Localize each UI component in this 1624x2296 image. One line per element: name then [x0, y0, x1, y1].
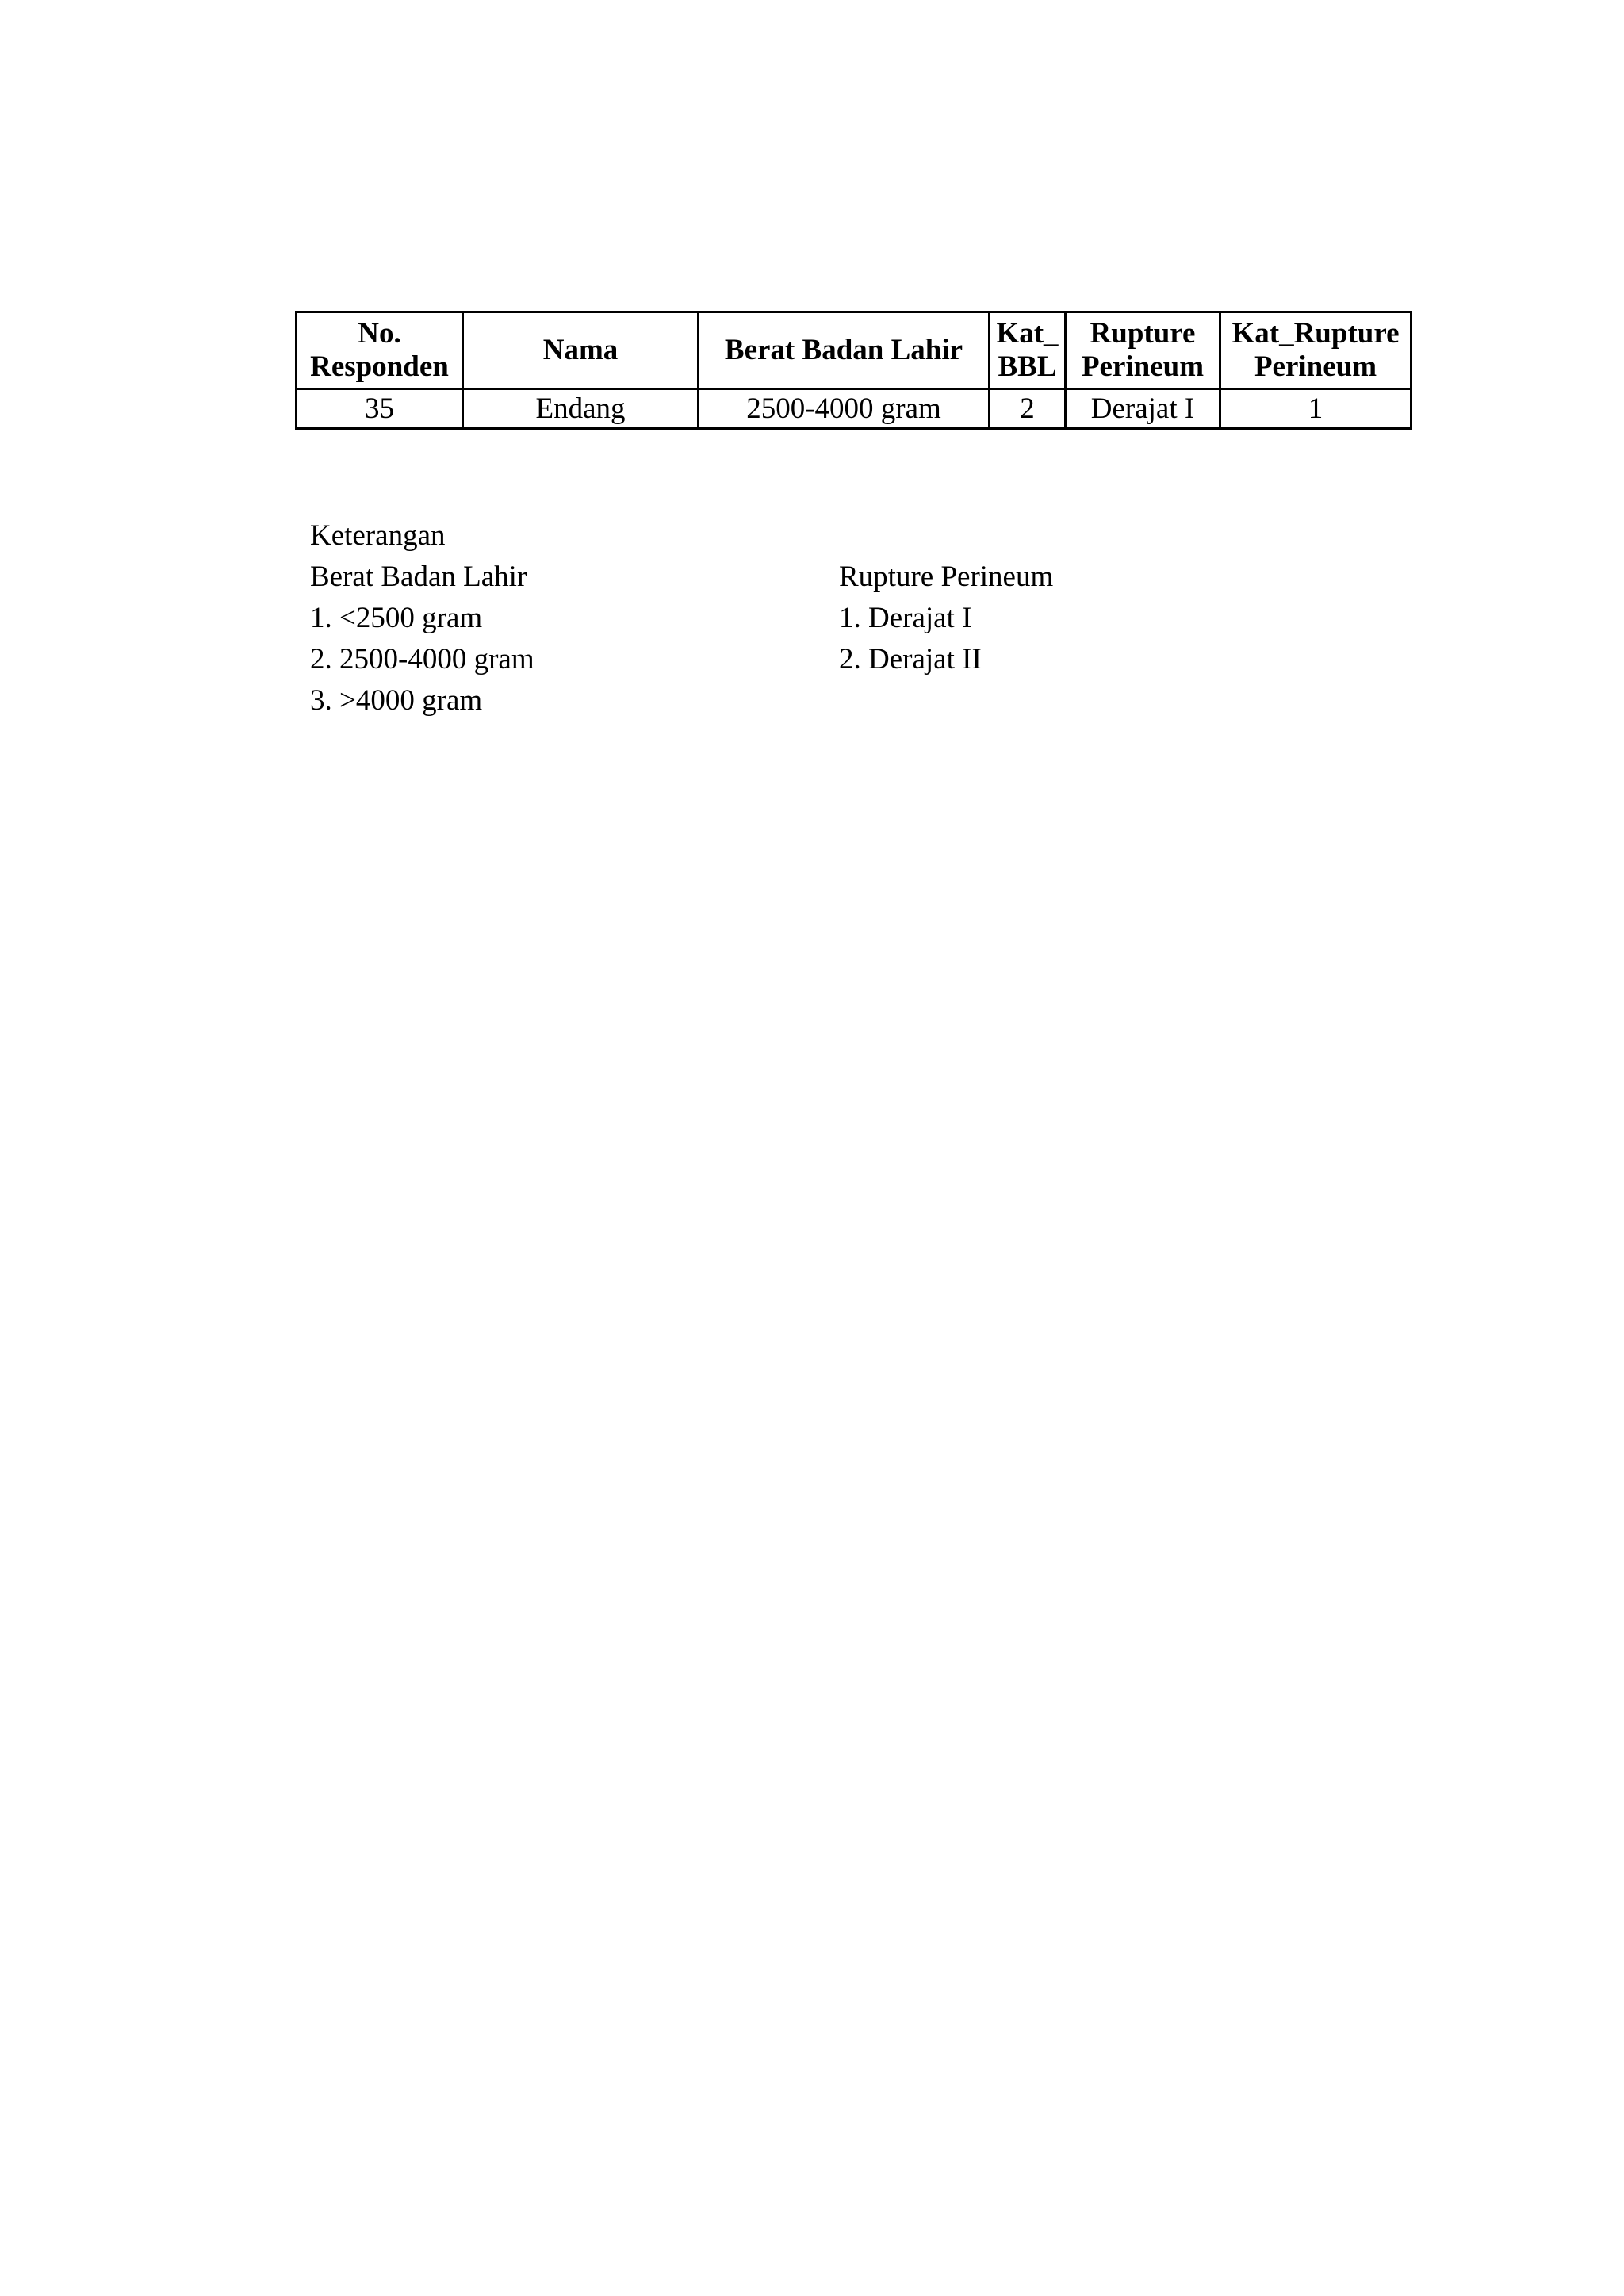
header-rupture-perineum: [1066, 312, 1220, 389]
legend-item: 2. Derajat II: [839, 643, 982, 675]
legend-item: 2. 2500-4000 gram: [310, 643, 534, 675]
table-header-row: [297, 312, 1411, 389]
header-text: Nama: [542, 334, 619, 366]
legend-item: 1. Derajat I: [839, 602, 972, 634]
header-text: Rupture: [1090, 317, 1196, 350]
header-berat-badan-lahir: [699, 312, 990, 389]
cell-no-responden: 35: [297, 389, 463, 429]
legend-title: Keterangan: [310, 519, 446, 552]
header-nama: [463, 312, 699, 389]
table-row: [297, 389, 1411, 429]
cell-kat-rupture-perineum: 1: [1220, 389, 1411, 429]
header-text: Kat_Rupture: [1231, 317, 1400, 350]
header-text: No.: [358, 317, 401, 350]
cell-kat-bbl: 2: [990, 389, 1066, 429]
legend-item: 1. <2500 gram: [310, 602, 483, 634]
header-text: Responden: [310, 350, 449, 383]
header-text: Perineum: [1254, 350, 1377, 383]
legend-rupture: [839, 557, 1053, 680]
header-text: Perineum: [1081, 350, 1205, 383]
respondent-table: [295, 311, 1412, 430]
cell-nama: Endang: [463, 389, 699, 429]
header-no-responden: [297, 312, 463, 389]
header-text: Berat Badan Lahir: [724, 334, 963, 366]
header-text: BBL: [998, 350, 1057, 383]
header-kat-rupture-perineum: [1220, 312, 1411, 389]
header-kat-bbl: [990, 312, 1066, 389]
legend-bbl: [310, 515, 534, 721]
cell-rupture-perineum: Derajat I: [1066, 389, 1220, 429]
legend-item: 3. >4000 gram: [310, 684, 483, 717]
legend-rupture-heading: Rupture Perineum: [839, 561, 1054, 593]
cell-berat-badan-lahir: 2500-4000 gram: [699, 389, 990, 429]
header-text: Kat_: [996, 317, 1059, 350]
legend-bbl-heading: Berat Badan Lahir: [310, 561, 527, 593]
